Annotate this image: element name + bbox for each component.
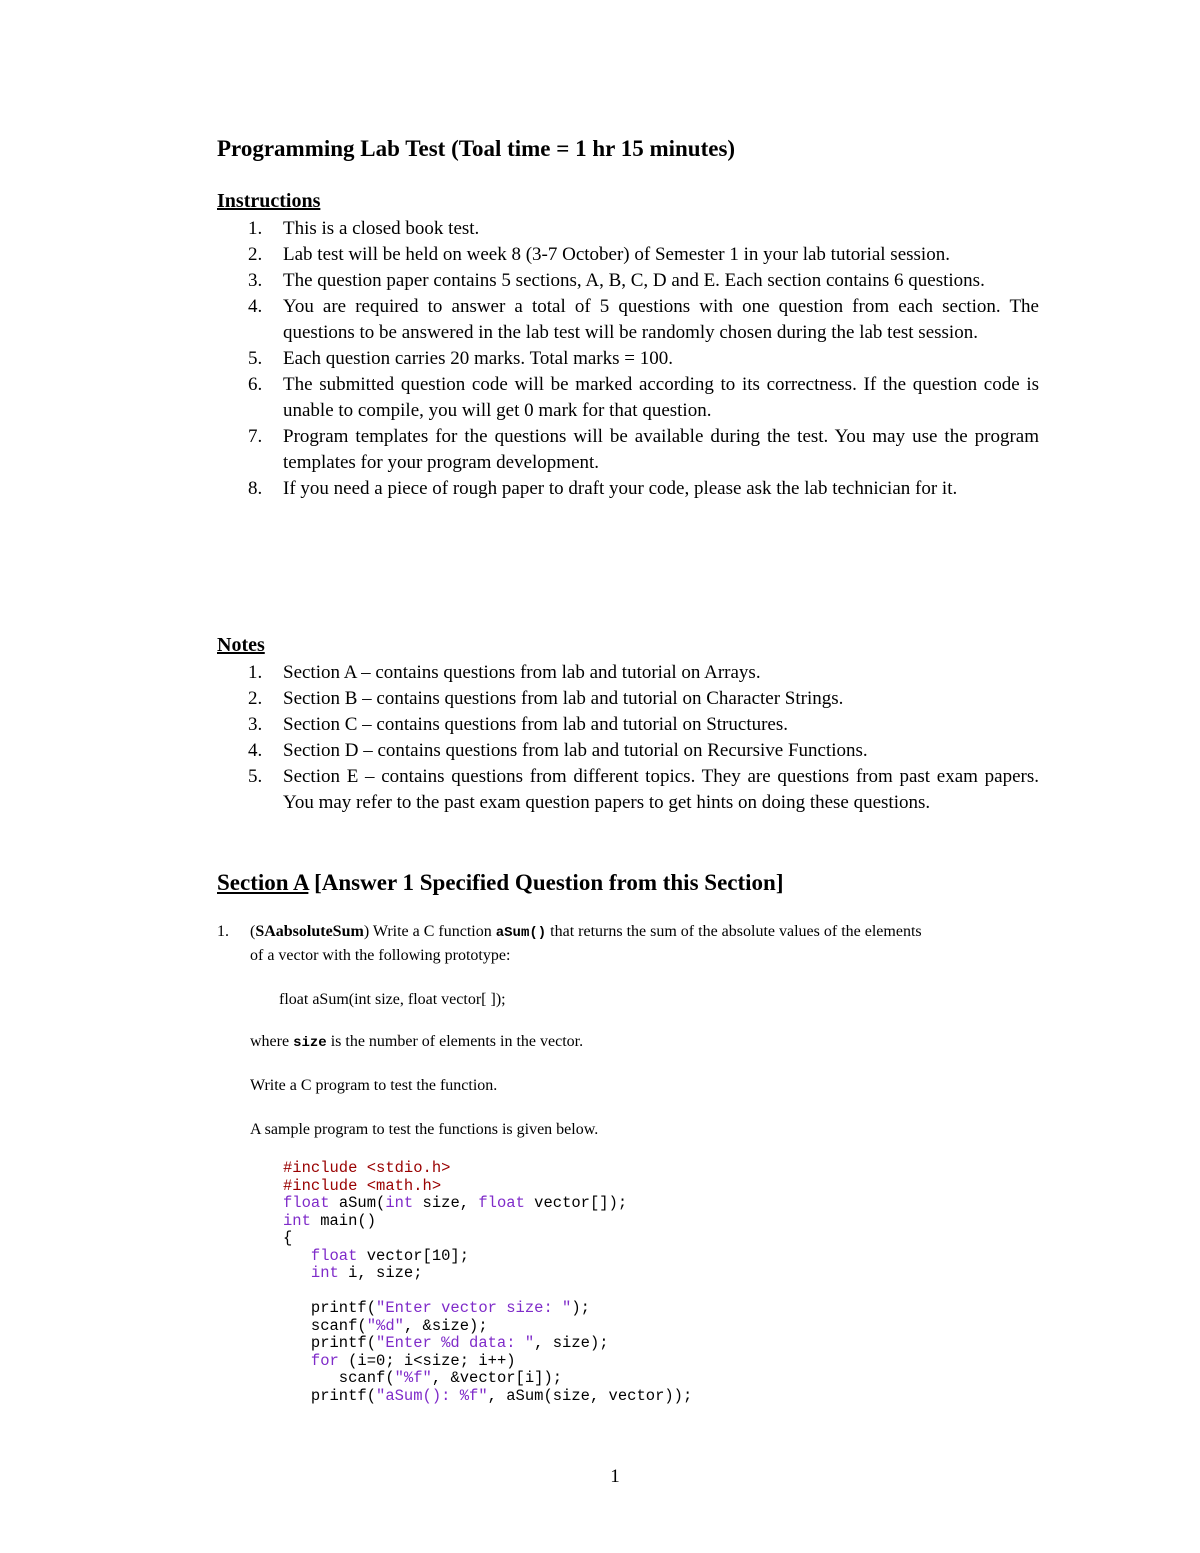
code-line: [283, 1283, 692, 1301]
code-line: [283, 1300, 692, 1318]
where-post: is the number of elements in the vector.: [326, 1033, 584, 1050]
list-number: 4.: [248, 296, 263, 317]
code-token: vector[]);: [524, 1194, 628, 1212]
where-pre: where: [250, 1033, 294, 1050]
code-token: int: [283, 1211, 311, 1230]
code-token: "Enter vector size: ": [376, 1299, 572, 1317]
list-number: 5.: [248, 766, 263, 787]
list-text: Section D – contains questions from lab and tutorial on Recursive Functions.: [283, 740, 868, 761]
code-line: [283, 1335, 692, 1353]
question-intro-line2: of a vector with the following prototype:: [250, 947, 511, 964]
code-token: );: [571, 1299, 590, 1317]
list-number: 3.: [248, 714, 263, 735]
code-line: [283, 1160, 692, 1178]
code-token: "Enter %d data: ": [376, 1334, 535, 1352]
code-token: printf(: [283, 1334, 377, 1352]
function-prototype: float aSum(int size, float vector[ ]);: [279, 991, 506, 1008]
list-number: 2.: [248, 688, 263, 709]
list-number: 4.: [248, 740, 263, 761]
code-token: [283, 1352, 311, 1370]
code-token: float: [283, 1194, 330, 1212]
instructions-heading: Instructions: [217, 190, 321, 212]
code-token: [283, 1264, 311, 1282]
list-number: 6.: [248, 374, 263, 395]
question-number: 1.: [217, 923, 229, 940]
write-program-text: Write a C program to test the function.: [250, 1077, 498, 1094]
list-number: 3.: [248, 270, 263, 291]
code-line: [283, 1370, 692, 1388]
question-intro: [250, 920, 922, 945]
code-token: #include <stdio.h>: [283, 1159, 451, 1177]
list-item: [217, 712, 1039, 738]
code-line: [283, 1318, 692, 1336]
list-text: Each question carries 20 marks. Total marks = 100.: [283, 348, 673, 369]
code-token: int: [385, 1194, 414, 1212]
code-line: [283, 1388, 692, 1406]
list-item: [217, 346, 1039, 372]
list-item: [217, 476, 1039, 502]
list-item: [217, 424, 1039, 476]
code-line: [283, 1230, 692, 1248]
list-text: Lab test will be held on week 8 (3-7 October) of Semester 1 in your lab tutorial session.: [283, 244, 950, 265]
question-name: SAabsoluteSum: [255, 923, 364, 940]
list-text: Section B – contains questions from lab and tutorial on Character Strings.: [283, 688, 844, 709]
where-sentence: [250, 1030, 583, 1055]
list-item: [217, 738, 1039, 764]
code-token: "%d": [366, 1316, 404, 1335]
code-token: vector[10];: [357, 1246, 470, 1265]
list-number: 5.: [248, 348, 263, 369]
code-token: float: [478, 1194, 525, 1212]
list-text: Section C – contains questions from lab and tutorial on Structures.: [283, 714, 789, 735]
paren-close: ): [363, 923, 370, 940]
code-block: [283, 1160, 692, 1405]
code-token: , aSum(size, vector));: [487, 1386, 693, 1405]
list-text: Section E – contains questions from different topics. They are questions from past exam papers. You may refer to the past exam question papers to get hints on doing these questions.: [283, 766, 1039, 813]
code-token: #include <math.h>: [283, 1176, 442, 1195]
question-intro-rest: that returns the sum of the absolute values of the elements: [546, 923, 922, 940]
list-number: 2.: [248, 244, 263, 265]
instructions-list: [217, 216, 1039, 502]
code-token: , size);: [534, 1334, 609, 1352]
code-token: "aSum(): %f": [376, 1386, 488, 1405]
list-item: [217, 294, 1039, 346]
list-text: The question paper contains 5 sections, A, B, C, D and E. Each section contains 6 questions.: [283, 270, 985, 291]
list-item: [217, 268, 1039, 294]
list-number: 8.: [248, 478, 263, 499]
list-item: [217, 660, 1039, 686]
page-number: 1: [610, 1466, 620, 1487]
notes-list: [217, 660, 1039, 816]
code-line: [283, 1213, 692, 1231]
list-text: Section A – contains questions from lab and tutorial on Arrays.: [283, 662, 761, 683]
code-token: scanf(: [283, 1316, 367, 1335]
code-token: (i=0; i<size; i++): [338, 1351, 516, 1370]
code-token: "%f": [394, 1369, 432, 1387]
question-intro-text: Write a C function: [369, 923, 496, 940]
size-variable: size: [293, 1035, 327, 1051]
list-item: [217, 372, 1039, 424]
code-line: [283, 1195, 692, 1213]
list-item: [217, 686, 1039, 712]
list-item: [217, 216, 1039, 242]
list-number: 7.: [248, 426, 263, 447]
section-a-subtitle: [Answer 1 Specified Question from this Section]: [308, 870, 784, 895]
code-line: [283, 1265, 692, 1283]
code-token: [283, 1247, 311, 1265]
page-title: Programming Lab Test (Toal time = 1 hr 15 minutes): [217, 136, 736, 161]
paren-open: (: [250, 923, 256, 940]
list-text: If you need a piece of rough paper to draft your code, please ask the lab technician for it.: [283, 478, 958, 499]
code-token: printf(: [283, 1386, 377, 1405]
function-name: aSum(): [495, 925, 547, 941]
code-token: , &vector[i]);: [431, 1369, 563, 1387]
list-text: You are required to answer a total of 5 questions with one question from each section. The questions to be answered in the lab test will be randomly chosen during the lab test session.: [283, 296, 1039, 343]
code-token: for: [310, 1351, 339, 1370]
code-token: size,: [413, 1194, 479, 1212]
code-token: main(): [310, 1211, 377, 1230]
list-number: 1.: [248, 218, 263, 239]
list-number: 1.: [248, 662, 263, 683]
list-text: The submitted question code will be marked according to its correctness. If the question code is unable to compile, you will get 0 mark for that question.: [283, 374, 1039, 421]
code-token: scanf(: [283, 1369, 395, 1387]
code-token: {: [283, 1229, 293, 1247]
section-a-title: [217, 870, 783, 896]
list-item: [217, 764, 1039, 816]
list-item: [217, 242, 1039, 268]
code-token: aSum(: [329, 1194, 386, 1212]
code-token: printf(: [283, 1299, 377, 1317]
code-line: [283, 1353, 692, 1371]
section-a-label: Section A: [217, 870, 309, 895]
sample-intro-text: A sample program to test the functions is given below.: [250, 1121, 599, 1138]
list-text: Program templates for the questions will be available during the test. You may use the program templates for your program development.: [283, 426, 1039, 473]
code-token: int: [310, 1264, 339, 1282]
code-line: [283, 1248, 692, 1266]
code-token: i, size;: [338, 1264, 423, 1282]
code-line: [283, 1178, 692, 1196]
code-token: , &size);: [403, 1316, 488, 1335]
notes-heading: Notes: [217, 634, 265, 656]
list-text: This is a closed book test.: [283, 218, 480, 239]
code-token: float: [310, 1246, 358, 1265]
